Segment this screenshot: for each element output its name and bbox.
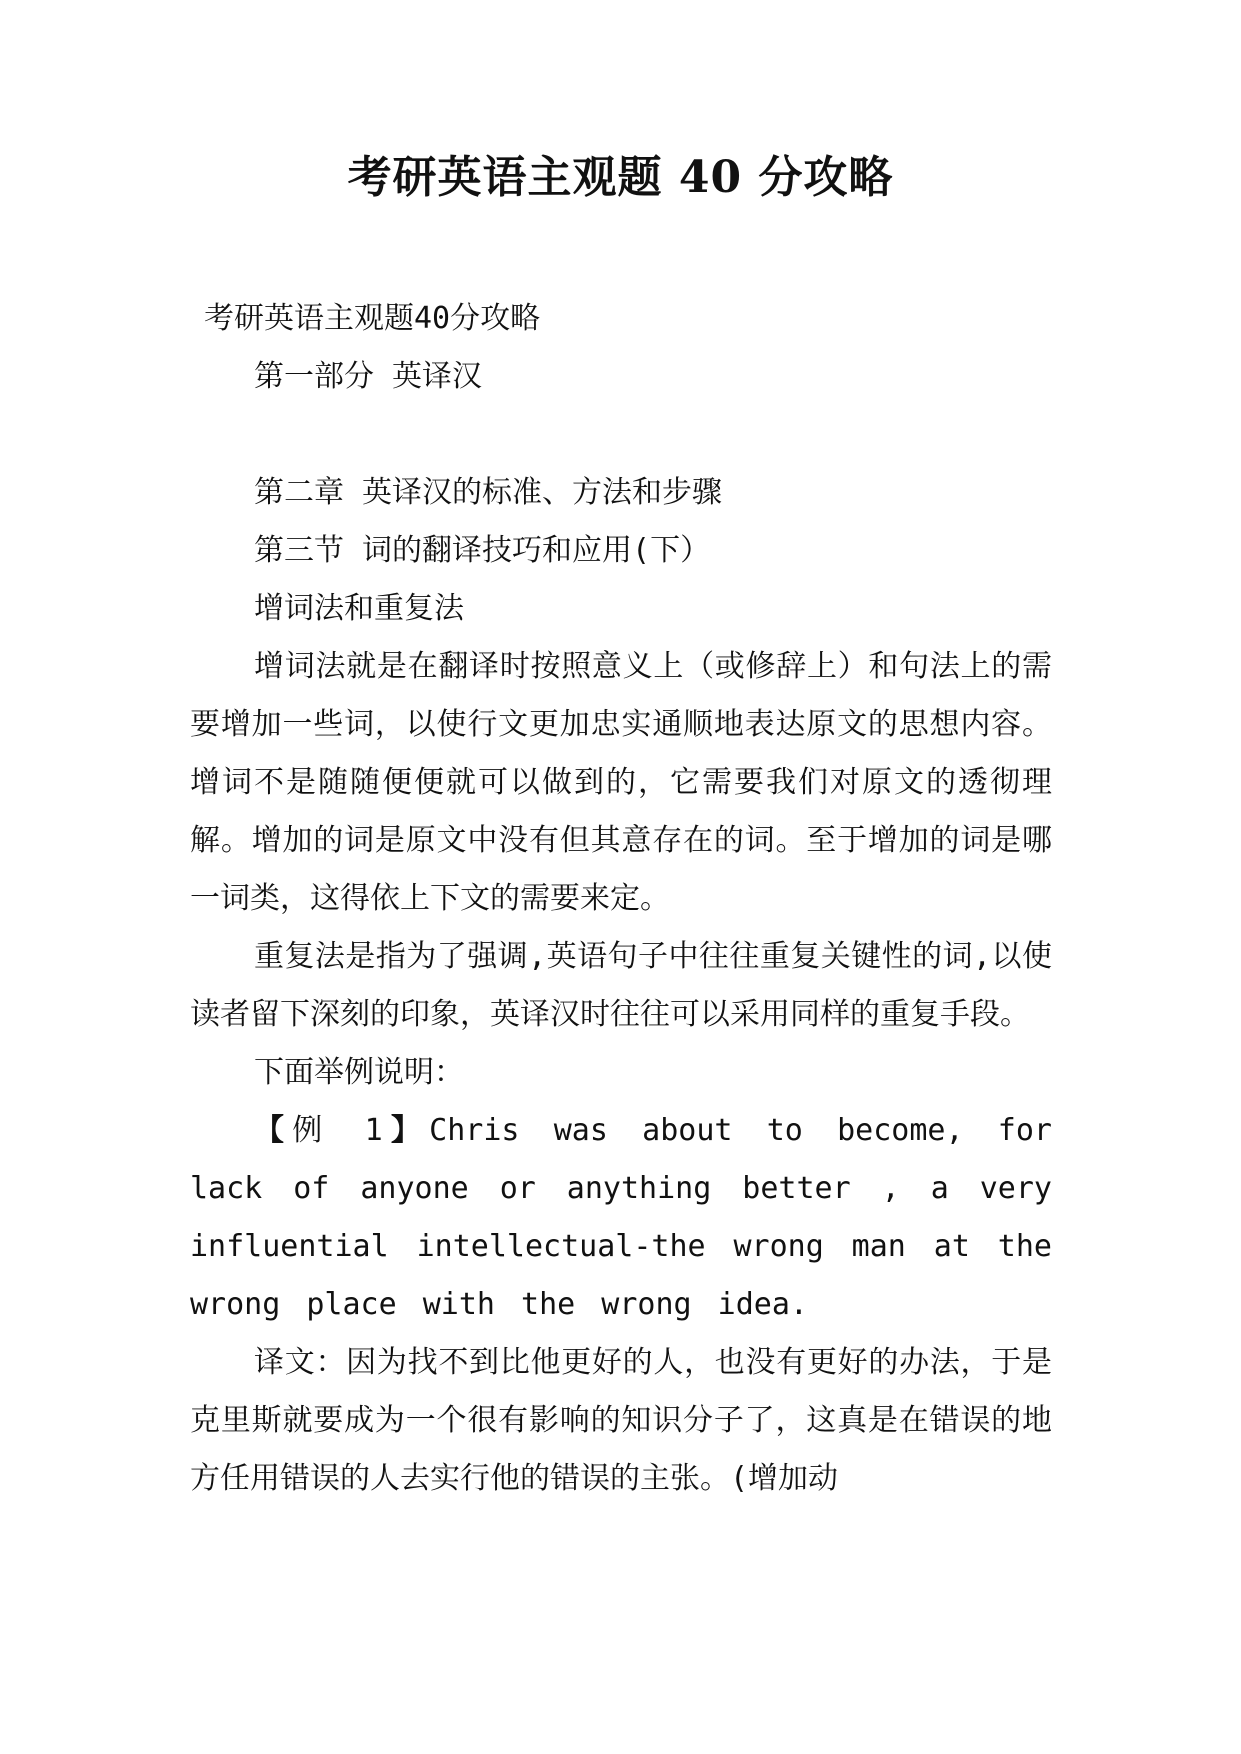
- example-1: [190, 1102, 1052, 1334]
- paragraph-repetition-method: 重复法是指为了强调,英语句子中往往重复关键性的词,以使读者留下深刻的印象，英译汉时往往可以采用同样的重复手段。: [190, 939, 1052, 1032]
- document-body: [190, 290, 1052, 1508]
- paragraph-addition-method: 增词法就是在翻译时按照意义上（或修辞上）和句法上的需要增加一些词，以使行文更加忠实通顺地表达原文的思想内容。增词不是随随便便就可以做到的，它需要我们对原文的透彻理解。增加的词是原文中没有但其意存在的词。至于增加的词是哪一词类，这得依上下文的需要来定。: [190, 649, 1052, 916]
- part-heading: 第一部分 英译汉: [254, 359, 483, 394]
- topic-heading: 增词法和重复法: [254, 591, 464, 626]
- example-label-text: 例 1: [292, 1113, 383, 1148]
- paragraph-examples-intro: 下面举例说明：: [254, 1055, 464, 1090]
- blank-line: [190, 406, 1052, 464]
- example-1-text: Chris was about to become, for lack of anyone or anything better , a very influential intellectual-the wrong man at the wrong place with the wrong idea.: [190, 1113, 1052, 1322]
- example-label-open: 【: [254, 1113, 293, 1148]
- document-subtitle: 考研英语主观题40分攻略: [204, 301, 541, 336]
- translation-1: 译文：因为找不到比他更好的人，也没有更好的办法，于是克里斯就要成为一个很有影响的知识分子了，这真是在错误的地方任用错误的人去实行他的错误的主张。(增加动: [190, 1345, 1052, 1496]
- example-label-close: 】: [382, 1113, 430, 1148]
- section-heading: 第三节 词的翻译技巧和应用(下）: [254, 533, 711, 568]
- chapter-heading: 第二章 英译汉的标准、方法和步骤: [254, 475, 723, 510]
- document-title: 考研英语主观题 40 分攻略: [347, 152, 894, 203]
